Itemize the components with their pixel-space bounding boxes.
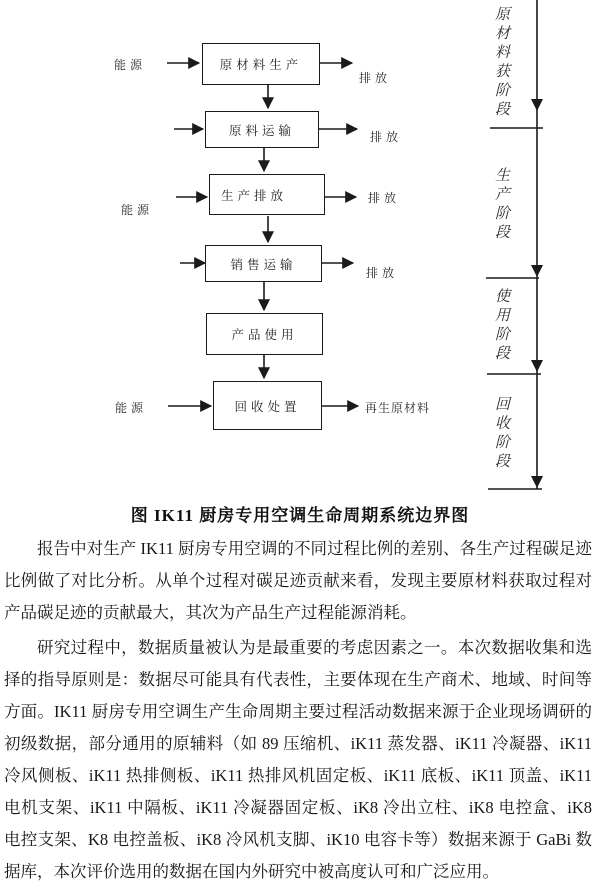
paragraph-data-quality-sources: 研究过程中，数据质量被认为是最重要的考虑因素之一。本次数据收集和选择的指导原则是：数据尽可能具有代表性，主要体现在生产商术、地域、时间等方面。IK11 厨房专用空调生产生命周期主要过程活动数据来源于企业现场调研的初级数据，部分通用的原辅料（如 89 压缩机、iK11 蒸发器、iK11 冷凝器、iK11 冷风侧板、iK11 热排侧板、iK11 热排风机固定板、iK11 底板、iK11 顶盖、iK11 电机支架、iK11 中隔板、iK11 冷凝器固定板、iK8 冷出立柱、iK8 电控盒、iK8 电控支架、K8 电控盖板、iK8 冷风机支脚、iK10 电容卡等）数据来源于 GaBi 数据库，本次评价选用的数据在国内外研究中被高度认可和广泛应用。 xyxy=(4,638,592,881)
emission-output-label: 排放 xyxy=(370,130,403,144)
body-text xyxy=(4,533,592,891)
stage-label-use: 使用阶段 xyxy=(494,289,510,362)
emission-output-label: 排放 xyxy=(366,266,399,280)
process-box-label: 生产排放 xyxy=(221,188,288,203)
process-box-label: 销售运输 xyxy=(230,257,297,272)
energy-input-label: 能源 xyxy=(114,58,147,72)
process-box-sales-transport xyxy=(205,245,322,282)
emission-output-label: 排放 xyxy=(368,191,401,205)
energy-input-label: 能源 xyxy=(115,401,148,415)
energy-input-label: 能源 xyxy=(121,203,154,217)
stage-label-recycling: 回收阶段 xyxy=(494,397,510,470)
process-box-label: 原料运输 xyxy=(228,123,295,138)
process-box-product-use xyxy=(206,313,323,355)
process-box-label: 原材料生产 xyxy=(219,58,303,72)
emission-output-label: 排放 xyxy=(359,71,392,85)
recycled-material-output-label: 再生原材料 xyxy=(365,401,431,415)
process-box-raw-material-production xyxy=(202,43,320,85)
paragraph-carbon-footprint-comparison: 报告中对生产 IK11 厨房专用空调的不同过程比例的差别、各生产过程碳足迹比例做了对比分析。从单个过程对碳足迹贡献来看，发现主要原材料获取过程对产品碳足迹的贡献最大，其次为产品生产过程能源消耗。 xyxy=(4,539,592,622)
process-box-recycling-disposal xyxy=(213,381,322,430)
process-box-raw-material-transport xyxy=(205,111,319,148)
process-box-production-emission xyxy=(209,174,325,215)
figure-caption: 图 IK11 厨房专用空调生命周期系统边界图 xyxy=(130,506,470,525)
stage-label-raw-material-acquisition: 原材料获阶段 xyxy=(494,7,510,118)
process-box-label: 回收处置 xyxy=(234,399,301,414)
stage-label-production: 生产阶段 xyxy=(494,168,510,241)
process-box-label: 产品使用 xyxy=(231,328,298,342)
